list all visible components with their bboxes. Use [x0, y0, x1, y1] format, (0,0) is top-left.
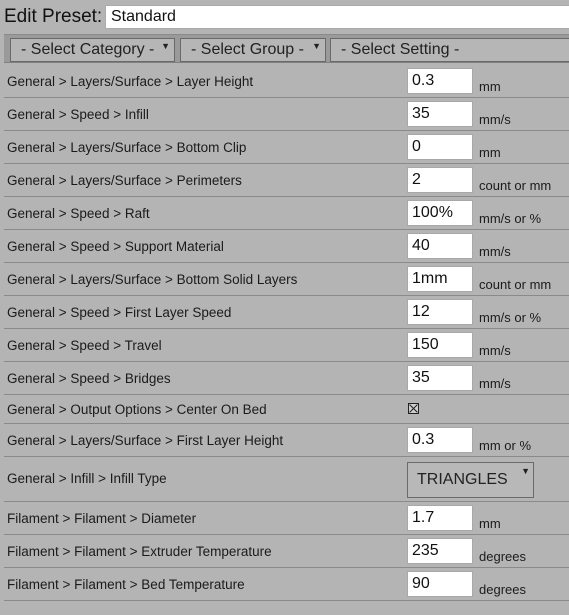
- category-select[interactable]: [10, 38, 175, 62]
- setting-value-input[interactable]: [407, 571, 473, 597]
- infill-type-select[interactable]: [407, 462, 534, 498]
- edit-preset-label: Edit Preset:: [4, 6, 103, 27]
- setting-value-input[interactable]: [407, 200, 473, 226]
- setting-value-input[interactable]: [407, 167, 473, 193]
- setting-row: [4, 131, 569, 164]
- setting-select[interactable]: [330, 38, 569, 62]
- setting-unit: degrees: [479, 582, 526, 597]
- setting-row: [4, 457, 569, 502]
- setting-label: General > Speed > Infill: [7, 107, 149, 122]
- center-on-bed-checkbox[interactable]: [408, 403, 419, 414]
- setting-label: Filament > Filament > Diameter: [7, 511, 197, 526]
- setting-value-input[interactable]: [407, 427, 473, 453]
- setting-value-input[interactable]: [407, 101, 473, 127]
- setting-label: General > Layers/Surface > Bottom Clip: [7, 140, 247, 155]
- setting-unit: mm/s or %: [479, 310, 542, 325]
- setting-row: [4, 329, 569, 362]
- chevron-down-icon: ▼: [161, 41, 170, 51]
- setting-row: [4, 362, 569, 395]
- setting-value-input[interactable]: [407, 233, 473, 259]
- setting-unit: mm: [479, 516, 501, 531]
- setting-value-input[interactable]: [407, 68, 473, 94]
- chevron-down-icon: ▼: [521, 466, 530, 476]
- setting-label: General > Output Options > Center On Bed: [7, 402, 267, 417]
- setting-value-input[interactable]: [407, 538, 473, 564]
- setting-value-input[interactable]: [407, 332, 473, 358]
- group-select-label: - Select Group -: [191, 41, 304, 58]
- setting-unit: mm or %: [479, 438, 531, 453]
- header: [0, 0, 569, 34]
- category-select-label: - Select Category -: [21, 41, 155, 58]
- setting-unit: mm/s: [479, 343, 511, 358]
- setting-label: General > Speed > First Layer Speed: [7, 305, 232, 320]
- setting-row: [4, 568, 569, 601]
- setting-value-input[interactable]: [407, 134, 473, 160]
- chevron-down-icon: ▼: [312, 41, 321, 51]
- setting-unit: count or mm: [479, 178, 552, 193]
- setting-unit: degrees: [479, 549, 526, 564]
- setting-value-input[interactable]: [407, 365, 473, 391]
- setting-unit: mm/s: [479, 376, 511, 391]
- setting-filter-bar: [4, 34, 569, 63]
- setting-unit: mm: [479, 79, 501, 94]
- setting-row: [4, 395, 569, 424]
- setting-row: [4, 197, 569, 230]
- setting-row: [4, 263, 569, 296]
- setting-unit: mm/s: [479, 112, 511, 127]
- setting-value-input[interactable]: [407, 266, 473, 292]
- setting-label: General > Speed > Bridges: [7, 371, 171, 386]
- setting-label: General > Speed > Support Material: [7, 239, 224, 254]
- setting-label: General > Speed > Raft: [7, 206, 150, 221]
- setting-row: [4, 296, 569, 329]
- setting-label: Filament > Filament > Bed Temperature: [7, 577, 245, 592]
- setting-label: General > Layers/Surface > First Layer Height: [7, 433, 284, 448]
- setting-label: General > Infill > Infill Type: [7, 471, 167, 486]
- setting-row: [4, 98, 569, 131]
- setting-value-input[interactable]: [407, 505, 473, 531]
- setting-unit: mm/s: [479, 244, 511, 259]
- setting-unit: mm: [479, 145, 501, 160]
- preset-name-input[interactable]: [105, 5, 569, 29]
- setting-row: [4, 230, 569, 263]
- settings-list: [4, 65, 569, 601]
- setting-label: General > Speed > Travel: [7, 338, 162, 353]
- setting-value-input[interactable]: [407, 299, 473, 325]
- setting-row: [4, 65, 569, 98]
- setting-row: [4, 535, 569, 568]
- setting-row: [4, 164, 569, 197]
- setting-unit: count or mm: [479, 277, 552, 292]
- infill-type-value: TRIANGLES: [417, 471, 508, 488]
- setting-unit: mm/s or %: [479, 211, 542, 226]
- group-select[interactable]: [180, 38, 326, 62]
- setting-label: Filament > Filament > Extruder Temperature: [7, 544, 272, 559]
- setting-select-label: - Select Setting -: [341, 41, 460, 58]
- setting-row: [4, 502, 569, 535]
- setting-label: General > Layers/Surface > Perimeters: [7, 173, 242, 188]
- setting-label: General > Layers/Surface > Layer Height: [7, 74, 254, 89]
- setting-label: General > Layers/Surface > Bottom Solid Layers: [7, 272, 298, 287]
- setting-row: [4, 424, 569, 457]
